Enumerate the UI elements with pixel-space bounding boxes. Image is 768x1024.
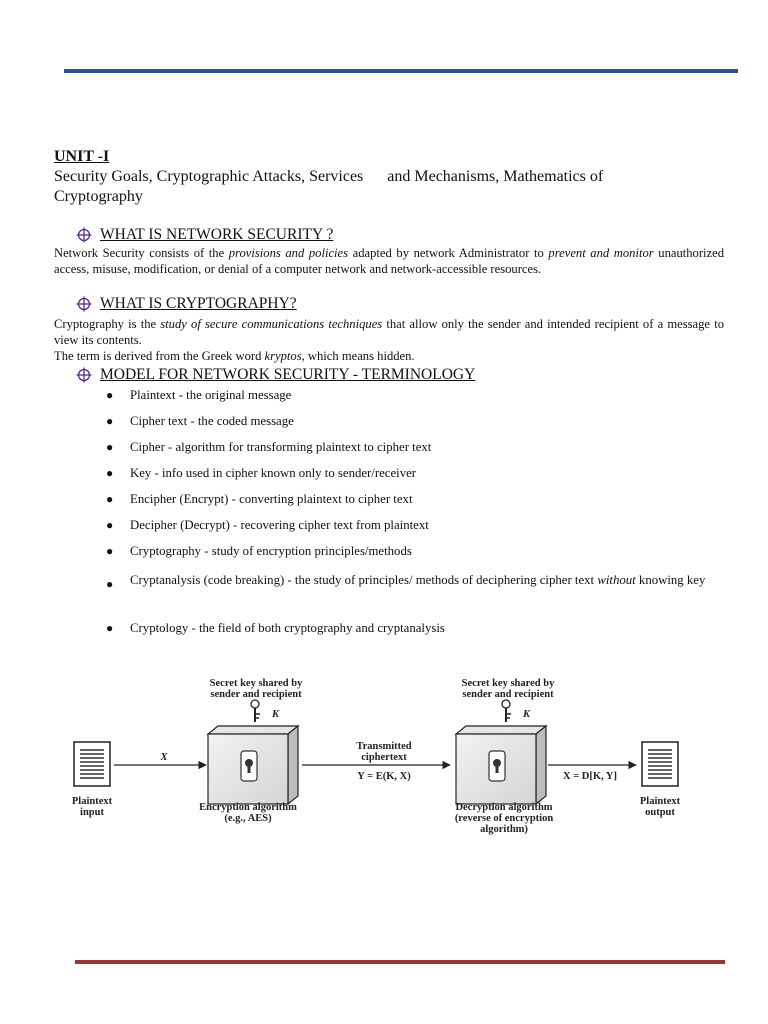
decryption-algorithm-label: Decryption algorithm — [455, 802, 553, 813]
heading-text: WHAT IS NETWORK SECURITY ? — [100, 226, 334, 243]
text-run: knowing key — [635, 573, 706, 587]
list-item — [106, 542, 726, 568]
secret-key-label-right: Secret key shared by — [461, 678, 555, 689]
heading-text: MODEL FOR NETWORK SECURITY - TERMINOLOGY — [100, 366, 476, 383]
text-run: Network Security consists of the — [54, 246, 229, 260]
list-item — [106, 568, 726, 619]
encryption-box-icon — [208, 726, 298, 804]
symmetric-cipher-model-diagram — [66, 672, 704, 850]
section-heading-network-security — [76, 226, 333, 244]
list-item — [106, 438, 726, 464]
transmitted-ciphertext-label: Transmitted — [356, 741, 412, 752]
key-icon — [502, 700, 511, 722]
k-label: K — [272, 709, 280, 720]
section-heading-cryptography — [76, 295, 297, 313]
list-item — [106, 386, 726, 412]
crosshair-bullet-icon — [76, 296, 92, 312]
bullet-icon: ● — [106, 544, 114, 558]
text-run: Cryptography is the — [54, 317, 161, 331]
plaintext-output-label: output — [645, 807, 675, 818]
top-rule — [64, 69, 738, 73]
key-icon — [251, 700, 260, 722]
list-item — [106, 464, 726, 490]
bullet-icon: ● — [106, 388, 114, 402]
list-item-text: Cipher - algorithm for transforming plaintext to cipher text — [130, 440, 432, 454]
decryption-box-icon — [456, 726, 546, 804]
list-item — [106, 412, 726, 438]
bullet-icon: ● — [106, 621, 114, 635]
bullet-icon: ● — [106, 466, 114, 480]
secret-key-label-left: sender and recipient — [210, 689, 302, 700]
secret-key-label-left: Secret key shared by — [209, 678, 303, 689]
bullet-icon: ● — [106, 492, 114, 506]
list-item-text: Cryptography - study of encryption principles/methods — [130, 544, 412, 558]
x-equation: X = D[K, Y] — [562, 771, 618, 782]
bullet-icon: ● — [106, 440, 114, 454]
decryption-algorithm-label: algorithm) — [480, 824, 528, 835]
emphasis-text: without — [597, 573, 636, 587]
secret-key-label-right: sender and recipient — [462, 689, 554, 700]
text-run: adapted by network Administrator to — [348, 246, 549, 260]
paragraph-network-security — [54, 245, 724, 277]
encryption-algorithm-label: Encryption algorithm — [199, 802, 297, 813]
crosshair-bullet-icon — [76, 227, 92, 243]
text-run: The term is derived from the Greek word — [54, 349, 265, 363]
text-run: unauthorized access, misuse, modification, or denial of a computer network and network-accessible resources. — [54, 246, 725, 276]
bullet-icon: ● — [106, 577, 114, 591]
terminology-list — [106, 386, 726, 645]
section-heading-model-terminology — [76, 366, 475, 384]
list-item-text: Encipher (Encrypt) - converting plaintext to cipher text — [130, 492, 413, 506]
plaintext-input-document-icon — [74, 742, 110, 786]
decryption-algorithm-label: (reverse of encryption — [454, 813, 554, 824]
plaintext-output-document-icon — [642, 742, 678, 786]
emphasis-text: kryptos — [264, 349, 302, 363]
list-item-text: Key - info used in cipher known only to sender/receiver — [130, 466, 417, 480]
list-item — [106, 619, 726, 645]
emphasis-text: prevent and monitor — [548, 246, 654, 260]
bullet-icon: ● — [106, 518, 114, 532]
k-label: K — [523, 709, 531, 720]
plaintext-input-label: Plaintext — [71, 796, 113, 807]
list-item-text: Decipher (Decrypt) - recovering cipher text from plaintext — [130, 518, 429, 532]
encryption-algorithm-label: (e.g., AES) — [224, 813, 272, 824]
heading-text: WHAT IS CRYPTOGRAPHY? — [100, 295, 297, 312]
list-item-text: Cryptology - the field of both cryptography and cryptanalysis — [130, 621, 445, 635]
x-label: X — [160, 752, 168, 763]
emphasis-text: study of secure communications techniques — [160, 317, 383, 331]
list-item — [106, 516, 726, 542]
transmitted-ciphertext-label: ciphertext — [361, 752, 407, 763]
text-run: that allow only the sender and intended recipient of a message to view its contents. — [54, 317, 724, 347]
text-run: Cryptanalysis (code breaking) - the study of principles/ methods of deciphering cipher text — [130, 573, 598, 587]
list-item — [106, 490, 726, 516]
unit-subtitle: Security Goals, Cryptographic Attacks, Services and Mechanisms, Mathematics of Cryptography — [54, 168, 608, 205]
list-item-text: Cipher text - the coded message — [130, 414, 294, 428]
paragraph-cryptography — [54, 316, 724, 364]
unit-title: UNIT -I — [54, 148, 110, 165]
plaintext-input-label: input — [80, 807, 104, 818]
emphasis-text: provisions and policies — [228, 246, 349, 260]
list-item-text: Plaintext - the original message — [130, 388, 292, 402]
y-equation: Y = E(K, X) — [357, 771, 411, 782]
bottom-rule — [75, 960, 725, 964]
text-run: , which means hidden. — [301, 349, 415, 363]
plaintext-output-label: Plaintext — [639, 796, 681, 807]
crosshair-bullet-icon — [76, 367, 92, 383]
bullet-icon: ● — [106, 414, 114, 428]
